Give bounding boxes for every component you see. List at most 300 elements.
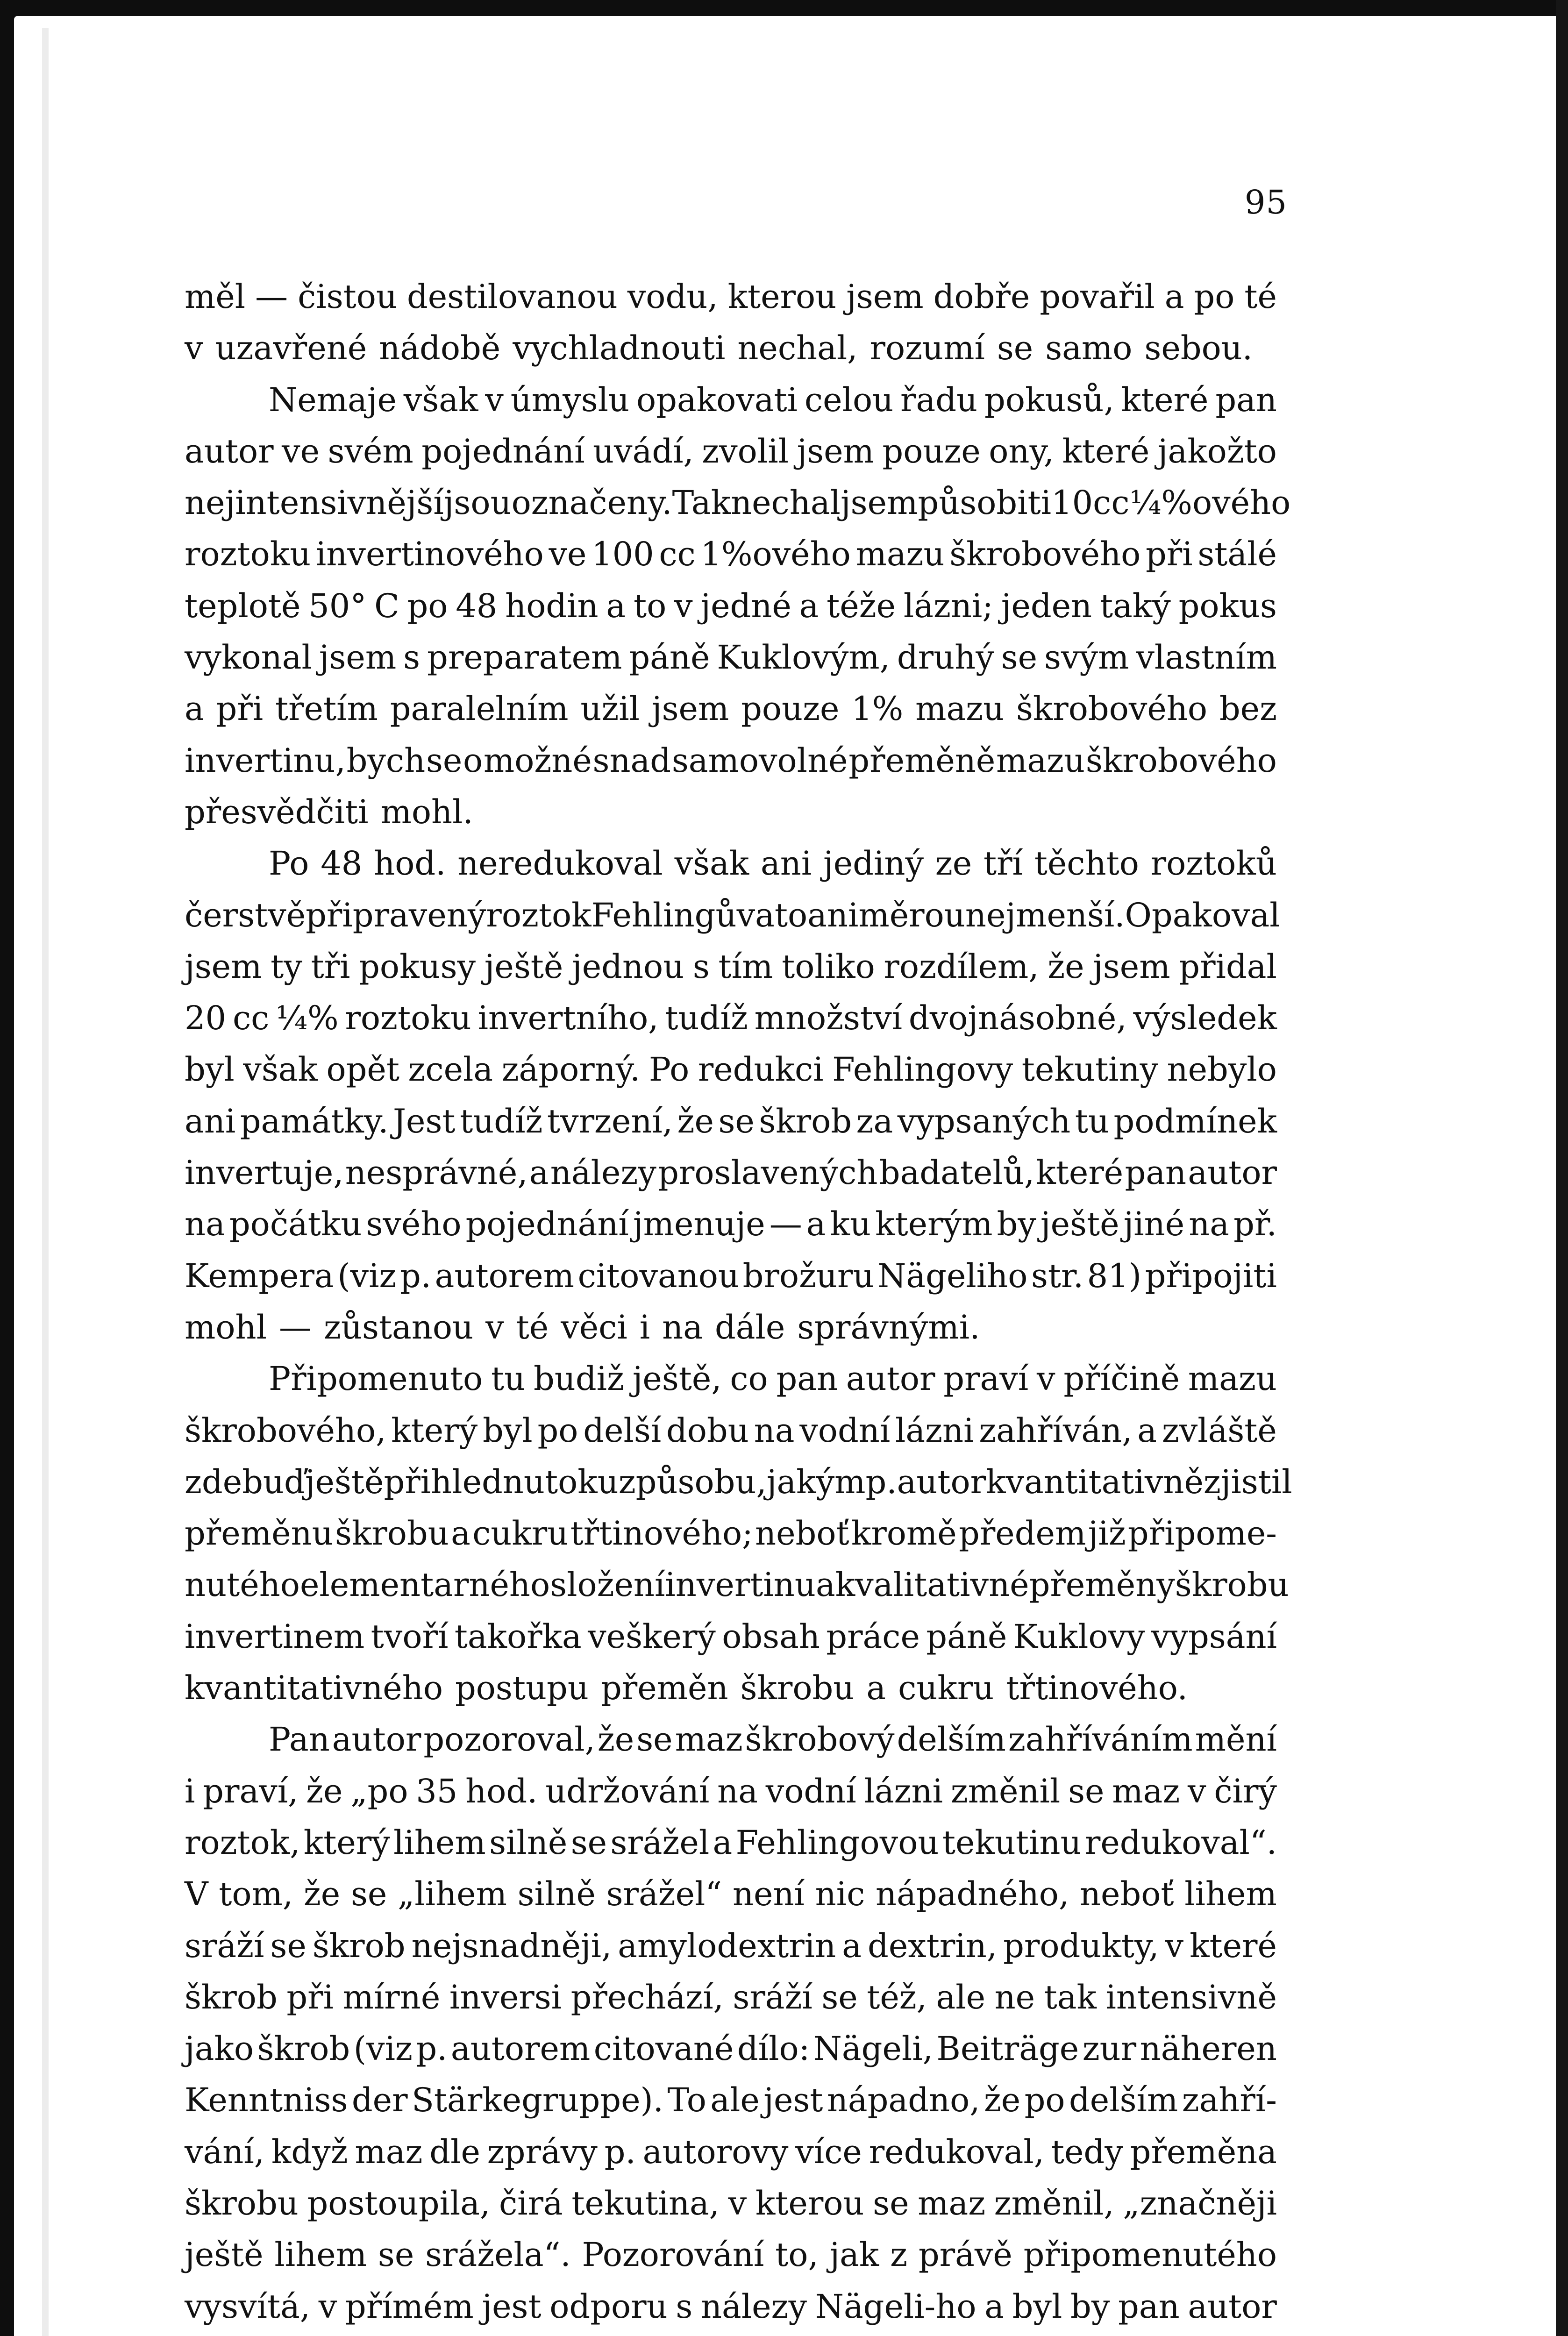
word: se (570, 1823, 607, 1862)
word: jsem (185, 947, 262, 986)
word: silně (517, 1875, 596, 1914)
word: postoupila, (307, 2184, 491, 2222)
text-line (185, 1662, 1277, 1714)
word: není (732, 1875, 805, 1914)
word: a (713, 1823, 733, 1862)
word: výsledek (1133, 999, 1277, 1038)
word: však (243, 1050, 318, 1089)
word: v (728, 2184, 747, 2222)
word: na (717, 1772, 758, 1810)
word: delší (583, 1411, 662, 1450)
word: by (997, 1205, 1036, 1244)
word: buď (242, 1462, 305, 1501)
word: „značněji (1123, 2184, 1277, 2222)
word: škrobového (1085, 741, 1277, 780)
word: třtinového; (570, 1514, 753, 1553)
word: a (185, 690, 204, 728)
word: Nägeliho (877, 1256, 1028, 1295)
word: škrob (257, 2030, 350, 2068)
word: a (815, 1566, 835, 1604)
word: mazu (996, 741, 1085, 780)
word: o (463, 741, 483, 780)
word: der (351, 2081, 408, 2120)
word: invertuje, (185, 1154, 344, 1192)
word: nejintensivnější (185, 484, 444, 522)
text-line (185, 2332, 1277, 2336)
text-line (185, 890, 1280, 941)
word: roztoku (185, 535, 311, 574)
word: možné (483, 741, 592, 780)
word: 10 (1051, 484, 1093, 522)
word: hod. (465, 1772, 538, 1810)
word: samovolné (671, 741, 848, 780)
word: (viz (337, 1256, 397, 1295)
word: tudíž (665, 999, 748, 1038)
word: v (1036, 1360, 1055, 1398)
word: jediný (823, 844, 924, 883)
word: pouze (882, 432, 981, 470)
word: mazu (915, 690, 1005, 728)
word: jako (185, 2030, 254, 2068)
word: vodu, (627, 278, 718, 316)
word: a (842, 1926, 862, 1965)
word: pojednání (465, 1205, 629, 1244)
word: mohl (185, 1308, 267, 1346)
word: dvojnásobné, (908, 999, 1127, 1038)
text-line (185, 271, 1277, 322)
word: se (270, 1926, 306, 1965)
word: tekutiny (1021, 1050, 1158, 1089)
word: páně (629, 638, 710, 677)
word: autorem (450, 2030, 591, 2068)
word: byl (482, 1411, 533, 1450)
word: přesvědčiti (185, 792, 369, 831)
word: škrob (759, 1102, 852, 1140)
word: nechal, (737, 329, 858, 368)
word: invertinového (315, 535, 544, 574)
word: lihem (393, 1823, 486, 1862)
word: však (403, 380, 478, 419)
word: připravený (306, 896, 486, 934)
word: zůstanou (324, 1308, 474, 1346)
word: se (1001, 638, 1038, 677)
word: řadu (900, 380, 978, 419)
word: ještě (1040, 1205, 1119, 1244)
word: redukoval“. (1084, 1823, 1277, 1862)
word: zahříván, (979, 1411, 1133, 1450)
word: pouze (741, 690, 840, 728)
word: v (318, 2287, 337, 2326)
text-line (185, 1456, 1292, 1508)
word: 1%ového (700, 535, 851, 574)
word: destilovanou (406, 278, 618, 316)
word: na (185, 1205, 225, 1244)
word: Kuklovy (1013, 1617, 1145, 1656)
word: povařil (1040, 278, 1155, 316)
text-line (185, 1920, 1277, 1972)
word: 48 (456, 586, 498, 625)
word: zjistil (1203, 1462, 1292, 1501)
word: hodin (505, 586, 599, 625)
word: se (426, 741, 463, 780)
word: lázni (895, 1411, 974, 1450)
word: škrobového (949, 535, 1141, 574)
word: předem (959, 1514, 1086, 1553)
word: Jest (392, 1102, 456, 1140)
word: se (636, 1720, 673, 1759)
word: produkty, (1003, 1926, 1159, 1965)
word: ¼% (276, 999, 339, 1038)
word: pojednání (421, 432, 585, 470)
word: to, (775, 2236, 819, 2274)
word: vypsání (1151, 1617, 1277, 1656)
word: jakým (766, 1462, 866, 1501)
word: jednou (572, 947, 684, 986)
word: přímém (345, 2287, 474, 2326)
word: lázni (864, 1772, 943, 1810)
word: připome- (1127, 1514, 1277, 1553)
word: úmyslu (510, 380, 630, 419)
word: maz (675, 1720, 743, 1759)
text-line (185, 683, 1277, 734)
word: ani (807, 896, 859, 934)
word: složení (550, 1566, 665, 1604)
word: ještě (185, 2236, 264, 2274)
word: invertinu, (185, 741, 346, 780)
word: jsem (651, 690, 729, 728)
word: s (403, 638, 421, 677)
word: přidal (1179, 947, 1277, 986)
word: za (856, 1102, 893, 1140)
text-line (185, 1250, 1277, 1302)
text-line (185, 322, 1277, 374)
word: a (806, 1205, 826, 1244)
word: lázni; (903, 586, 993, 625)
word: dobře (933, 278, 1030, 316)
word: jiné (1123, 1205, 1185, 1244)
word: dextrin, (868, 1926, 998, 1965)
text-line (185, 735, 1277, 786)
word: přeměn (600, 1669, 728, 1708)
text-line (185, 477, 1291, 528)
word: ale (710, 2081, 760, 2120)
word: ve (549, 535, 587, 574)
word: počátku (229, 1205, 362, 1244)
word: dílo: (737, 2030, 810, 2068)
word: budiž (533, 1360, 624, 1398)
word: ještě (484, 947, 563, 986)
word: mohl. (380, 792, 473, 831)
word: neredukoval (457, 844, 663, 883)
word: redukci (698, 1050, 824, 1089)
word: jsem (846, 278, 924, 316)
word: autor (897, 1462, 986, 1501)
word (291, 2332, 379, 2336)
word: tudíž (460, 1102, 543, 1140)
word: näheren (1140, 2030, 1277, 2068)
word: to (633, 586, 667, 625)
word: škrobový (745, 1720, 895, 1759)
word: (viz (353, 2030, 413, 2068)
word: taký (1099, 586, 1171, 625)
word: kvantitativně (986, 1462, 1204, 1501)
word: přeměna (1130, 2132, 1277, 2171)
word: teplotě (185, 586, 301, 625)
word: měl (185, 278, 246, 316)
word: sebou. (1144, 329, 1253, 368)
word: tedy (1051, 2132, 1123, 2171)
word: v (1188, 1772, 1206, 1810)
word: 35 (416, 1772, 458, 1810)
word (1003, 2332, 1205, 2336)
word: Fehlingovy (832, 1050, 1013, 1089)
word: správnými. (797, 1308, 980, 1346)
word: by (1070, 2287, 1110, 2326)
word: nádobě (379, 329, 501, 368)
word (185, 2332, 291, 2336)
text-line (185, 374, 1277, 426)
word: nejsnadněji, (411, 1926, 612, 1965)
text-line (185, 1868, 1277, 1920)
word: pokusů, (984, 380, 1114, 419)
word: podmínek (1113, 1102, 1277, 1140)
word: maz (1112, 1772, 1180, 1810)
word: Fehlingův (591, 896, 755, 934)
word: Po (269, 844, 309, 883)
word: ani (185, 1102, 236, 1140)
word: „po (350, 1772, 408, 1810)
word: roztok, (185, 1823, 300, 1862)
word: jsou (443, 484, 512, 522)
word: bych (346, 741, 426, 780)
word: svém (328, 432, 413, 470)
word: V (185, 1875, 208, 1914)
word: celou (804, 380, 894, 419)
word: srážel“ (606, 1875, 722, 1914)
word: lihem (274, 2236, 367, 2274)
word: kvantitativného (185, 1669, 443, 1708)
word: a (1137, 1411, 1157, 1450)
word: mazu (1188, 1360, 1277, 1398)
word: Pan (269, 1720, 330, 1759)
word: páně (926, 1617, 1007, 1656)
word: přeměnu (185, 1514, 333, 1553)
word: tří (983, 844, 1023, 883)
word: zvláště (1162, 1411, 1277, 1450)
word: neboť (755, 1514, 849, 1553)
word: — (255, 278, 288, 316)
word: a (984, 2287, 1004, 2326)
word: na (662, 1308, 703, 1346)
text-line (185, 1044, 1277, 1095)
word: invertinu (665, 1566, 816, 1604)
word: kvalitativné (835, 1566, 1029, 1604)
word: v (1165, 1926, 1184, 1965)
word: zprávy (487, 2132, 598, 2171)
word: sráží (185, 1926, 264, 1965)
word: amylodextrin (618, 1926, 836, 1965)
word: při (216, 690, 264, 728)
word: roztoku (345, 999, 471, 1038)
word: zvolil (702, 432, 789, 470)
word: uvádí, (592, 432, 694, 470)
word: však (674, 844, 749, 883)
word: nejmenší. (965, 896, 1125, 934)
word: To (667, 2081, 706, 2120)
word: Kempera (185, 1256, 334, 1295)
word: čerstvě (185, 896, 306, 934)
text-line (185, 2074, 1277, 2126)
word: kterým (875, 1205, 993, 1244)
word: Nägeli, (813, 2030, 933, 2068)
word: které (1190, 1926, 1277, 1965)
word: autor (1188, 2287, 1277, 2326)
word: brožuru (742, 1256, 874, 1295)
word: se (821, 1978, 858, 2016)
word: svým (1044, 638, 1129, 677)
word: 50° (308, 586, 367, 625)
word: samo (1045, 329, 1133, 368)
word: ty (271, 947, 302, 986)
word: v (485, 1308, 504, 1346)
word: způsobu, (618, 1462, 767, 1501)
word: Nägeli-ho (815, 2287, 976, 2326)
word: škrobu (185, 2184, 299, 2222)
word: elementarného (299, 1566, 550, 1604)
word: roztok (486, 896, 592, 934)
text-line (185, 1972, 1277, 2023)
word: nápadno, (827, 2081, 980, 2120)
word: paralelním (390, 690, 569, 728)
word: nechal (731, 484, 841, 522)
word: stálé (1197, 535, 1277, 574)
word: snad (592, 741, 671, 780)
word: pokus (1178, 586, 1277, 625)
word: dobu (666, 1411, 749, 1450)
word: který (391, 1411, 478, 1450)
word: které (1062, 432, 1150, 470)
text-line (185, 992, 1277, 1044)
word: ku (577, 1462, 619, 1501)
text-line (185, 1817, 1277, 1868)
word: vychladnouti (513, 329, 726, 368)
word: se (873, 2184, 909, 2222)
word: C (374, 586, 399, 625)
word: mazu (855, 535, 945, 574)
text-line (185, 786, 1277, 838)
word: se (350, 1875, 387, 1914)
word: autorem (435, 1256, 574, 1295)
word: sráží (733, 1978, 813, 2016)
word: zde (185, 1462, 242, 1501)
word: ne (994, 1978, 1035, 2016)
word: se (1068, 1772, 1105, 1810)
word: škrob (312, 1926, 406, 1965)
word: že (597, 1720, 634, 1759)
word: s (692, 947, 710, 986)
word: tři (311, 947, 350, 986)
word: Fehlingovou (735, 1823, 939, 1862)
word: jsem (319, 638, 397, 677)
word: a (866, 1669, 886, 1708)
word: přeměny (1029, 1566, 1175, 1604)
word: invertinem (185, 1617, 365, 1656)
word: množství (754, 999, 903, 1038)
word: kterou (727, 278, 837, 316)
scan-border (1556, 0, 1568, 2336)
word: ku (830, 1205, 871, 1244)
word: z (890, 2236, 907, 2274)
word: tvrzení, (547, 1102, 673, 1140)
word: jmenuje (633, 1205, 765, 1244)
word: p. (604, 2132, 636, 2171)
text-line (185, 1353, 1277, 1404)
word: ani (761, 844, 812, 883)
word: škrobového, (185, 1411, 386, 1450)
word: redukoval, (869, 2132, 1044, 2171)
word: p. (416, 2030, 448, 2068)
word: se (997, 329, 1033, 368)
word: vypsaných (897, 1102, 1071, 1140)
word: po (537, 1411, 578, 1450)
word: při (286, 1978, 334, 2016)
word: a (606, 586, 626, 625)
word: mírné (342, 1978, 441, 2016)
word: odporu (549, 2287, 668, 2326)
word: památky. (240, 1102, 389, 1140)
word: hod. (374, 844, 446, 883)
word: těchto (1034, 844, 1139, 883)
word: škrobu (740, 1669, 855, 1708)
word: preparatem (427, 638, 622, 677)
word: 81) (1087, 1256, 1142, 1295)
word: čirá (499, 2184, 563, 2222)
page-gutter-shadow (42, 28, 49, 2336)
word: změnil, (994, 2184, 1114, 2222)
text-line (185, 2281, 1277, 2332)
word: vodní (765, 1772, 856, 1810)
word: škrobu (1175, 1566, 1289, 1604)
word: veškerý (588, 1617, 716, 1656)
word: příčině (1063, 1360, 1180, 1398)
text-line (185, 1508, 1277, 1559)
word: že (303, 1875, 341, 1914)
word: rozumí (870, 329, 985, 368)
word: Kuklovým, (717, 638, 890, 677)
word: při (1145, 535, 1193, 574)
word: se (378, 2236, 414, 2274)
word: záporný. (501, 1050, 641, 1089)
word (656, 2332, 840, 2336)
word: p. (865, 1462, 897, 1501)
word: jeden (1001, 586, 1092, 625)
word: které (1036, 1154, 1124, 1192)
word: pokusy (359, 947, 476, 986)
word: že (306, 1772, 343, 1810)
word: a (799, 586, 819, 625)
word: inversi (449, 1978, 562, 2016)
word: tekutina, (571, 2184, 720, 2222)
word: neboť (1079, 1875, 1174, 1914)
word: té (516, 1308, 549, 1346)
word: proslavených (658, 1154, 878, 1192)
word: jak (829, 2236, 879, 2274)
word: pozoroval, (423, 1720, 595, 1759)
word: cukru (898, 1669, 994, 1708)
word: jsem (1093, 947, 1170, 986)
word: Beiträge (936, 2030, 1079, 2068)
word: více (795, 2132, 862, 2171)
